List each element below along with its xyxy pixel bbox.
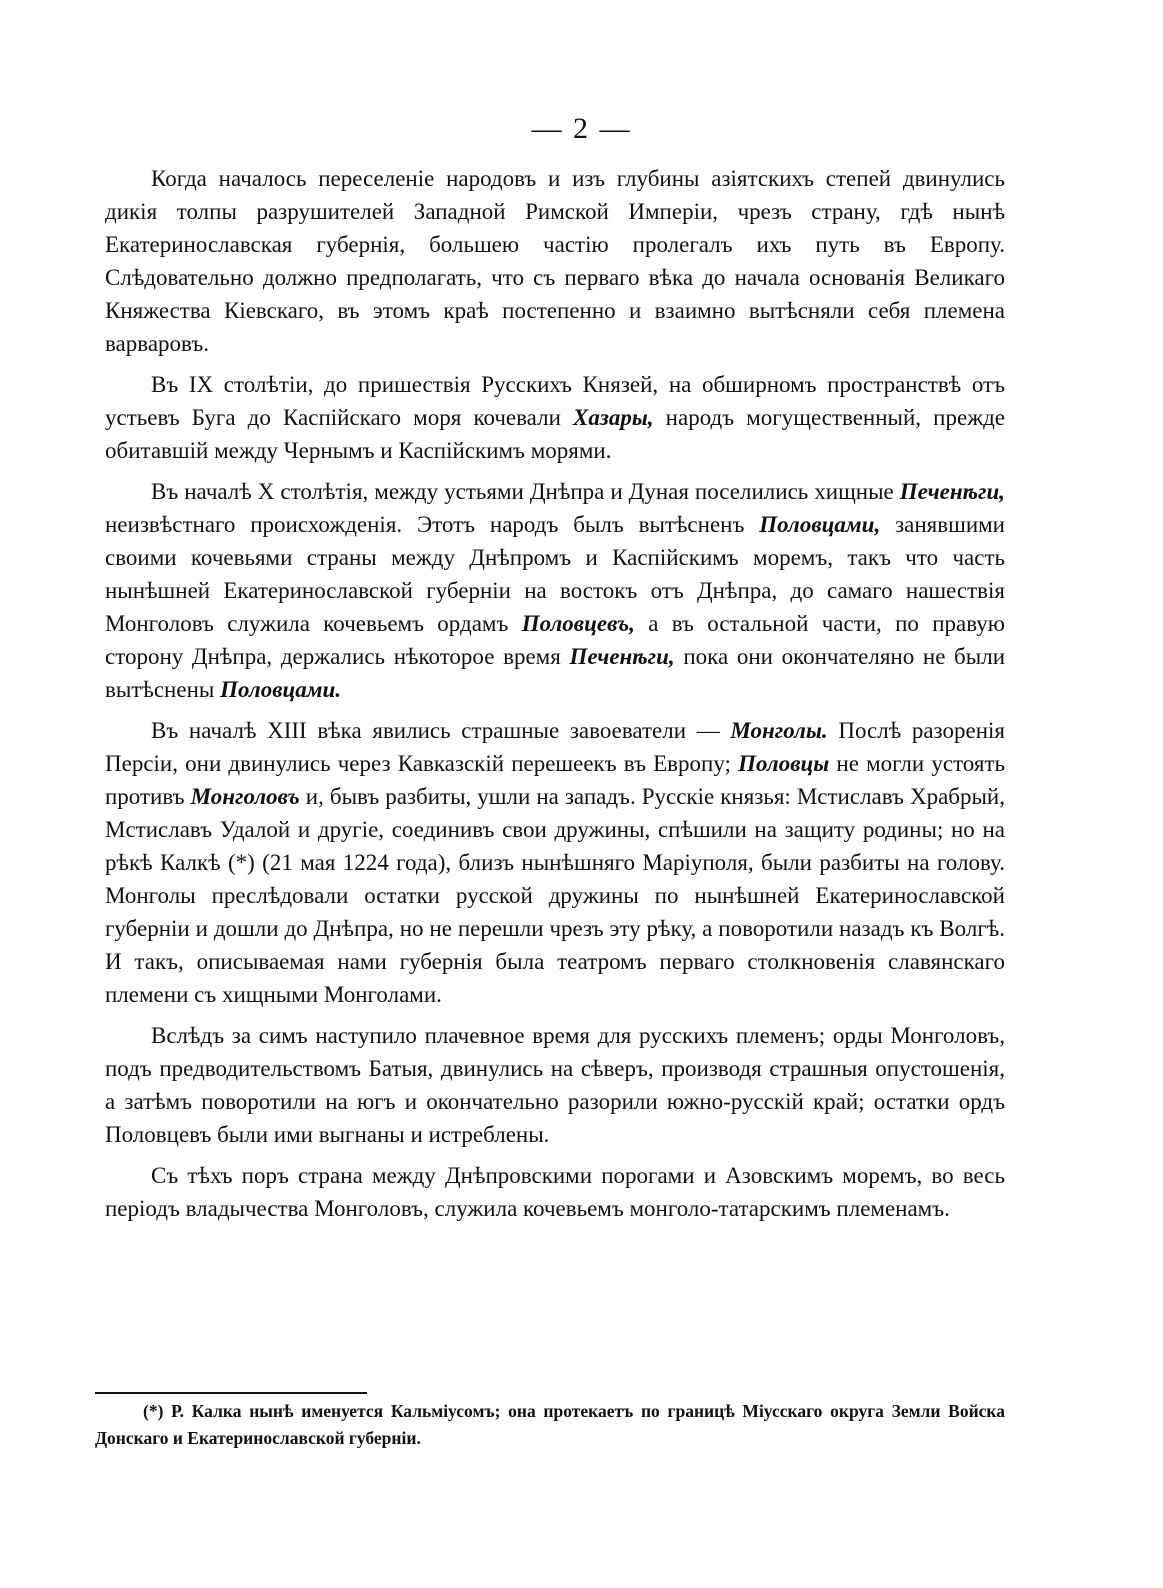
paragraph-3 [105,475,1005,706]
paragraph-1 [105,162,1005,360]
italic-term: Половцами. [220,677,342,702]
paragraph-text: не могли устоять противъ [105,751,1005,809]
italic-term: Хазары, [573,405,654,430]
paragraph-text: Вслѣдъ за симъ наступило плачевное время для русскихъ племенъ; орды Монголовъ, подъ предводительствомъ Батыя, двинулись на сѣверъ, производя страшныя опустошенія, а затѣмъ поворотили на югъ и окончательно разорили южно-русскій край; остатки ордъ Половцевъ были ими выгнаны и истреблены. [105,1023,1005,1147]
paragraph-text: неизвѣстнаго происхожденія. Этотъ народъ былъ вытѣсненъ [105,512,760,537]
paragraph-text: Въ IX столѣтіи, до пришествія Русскихъ Князей, на обширномъ пространствѣ отъ устьевъ Буга до Каспійскаго моря кочевали [105,372,1005,430]
paragraph-text: Съ тѣхъ поръ страна между Днѣпровскими порогами и Азовскимъ моремъ, во весь періодъ владычества Монголовъ, служила кочевьемъ монголо-татарскимъ племенамъ. [105,1163,1005,1221]
italic-term: Половцы [738,751,830,776]
page-number: — 2 — [531,112,632,145]
paragraph-6 [105,1159,1005,1225]
paragraph-text: занявшими своими кочевьями страны между Днѣпромъ и Каспійскимъ моремъ, такъ что часть нынѣшней Екатеринославской губерніи на востокъ отъ Днѣпра, до самаго нашествія Монголовъ служила кочевьемъ ордамъ [105,512,1005,636]
paragraph-text: Въ началѣ X столѣтія, между устьями Днѣпра и Дуная поселились хищные [151,479,900,504]
paragraph-text: Когда началось переселеніе народовъ и изъ глубины азіятскихъ степей двинулись дикія толпы разрушителей Западной Римской Имперіи, чрезъ страну, гдѣ нынѣ Екатеринославская губернія, большею частію пролегалъ ихъ путь въ Европу. Слѣдовательно должно предполагать, что съ перваго вѣка до начала основанія Великаго Княжества Кіевскаго, въ этомъ краѣ постепенно и взаимно вытѣсняли себя племена варваровъ. [105,166,1005,356]
paragraph-5 [105,1019,1005,1151]
footnote-divider [95,1392,367,1394]
paragraph-text: и, бывъ разбиты, ушли на западъ. Русскіе князья: Мстиславъ Храбрый, Мстиславъ Удалой и другіе, соединивъ свои дружины, спѣшили на защиту родины; но на рѣкѣ Калкѣ (*) (21 мая 1224 года), близъ нынѣшняго Маріуполя, были разбиты на голову. Монголы преслѣдовали остатки русской дружины по нынѣшней Екатеринославской губерніи и дошли до Днѣпра, но не перешли чрезъ эту рѣку, а поворотили назадъ къ Волгѣ. И такъ, описываемая нами губернія была театромъ перваго столкновенія славянскаго племени съ хищными Монголами. [105,784,1005,1007]
italic-term: Половцевъ, [521,611,635,636]
paragraph-2 [105,368,1005,467]
italic-term: Монголовъ [190,784,300,809]
footnote: (*) Р. Калка нынѣ именуется Кальміусомъ; она протекаетъ по границѣ Міусскаго округа Земли Войска Донскаго и Екатеринославской губерніи. [95,1401,1005,1448]
italic-term: Печенѣги, [899,479,1005,504]
paragraph-text: пока они окончателяно не были вытѣснены [105,644,1006,702]
italic-term: Печенѣги, [569,644,675,669]
italic-term: Монголы. [730,718,828,743]
italic-term: Половцами, [759,512,881,537]
paragraph-text: народъ могущественный, прежде обитавшій между Чернымъ и Каспійскимъ морями. [105,405,1005,463]
paragraph-text: а въ остальной части, по правую сторону Днѣпра, держались нѣкоторое время [105,611,1005,669]
paragraph-text: Послѣ разоренія Персіи, они двинулись через Кавказскій перешеекъ въ Европу; [105,718,1005,776]
paragraph-text: Въ началѣ XIII вѣка явились страшные завоеватели — [151,718,731,743]
paragraph-4 [105,714,1005,1011]
body-text [105,162,1005,1233]
